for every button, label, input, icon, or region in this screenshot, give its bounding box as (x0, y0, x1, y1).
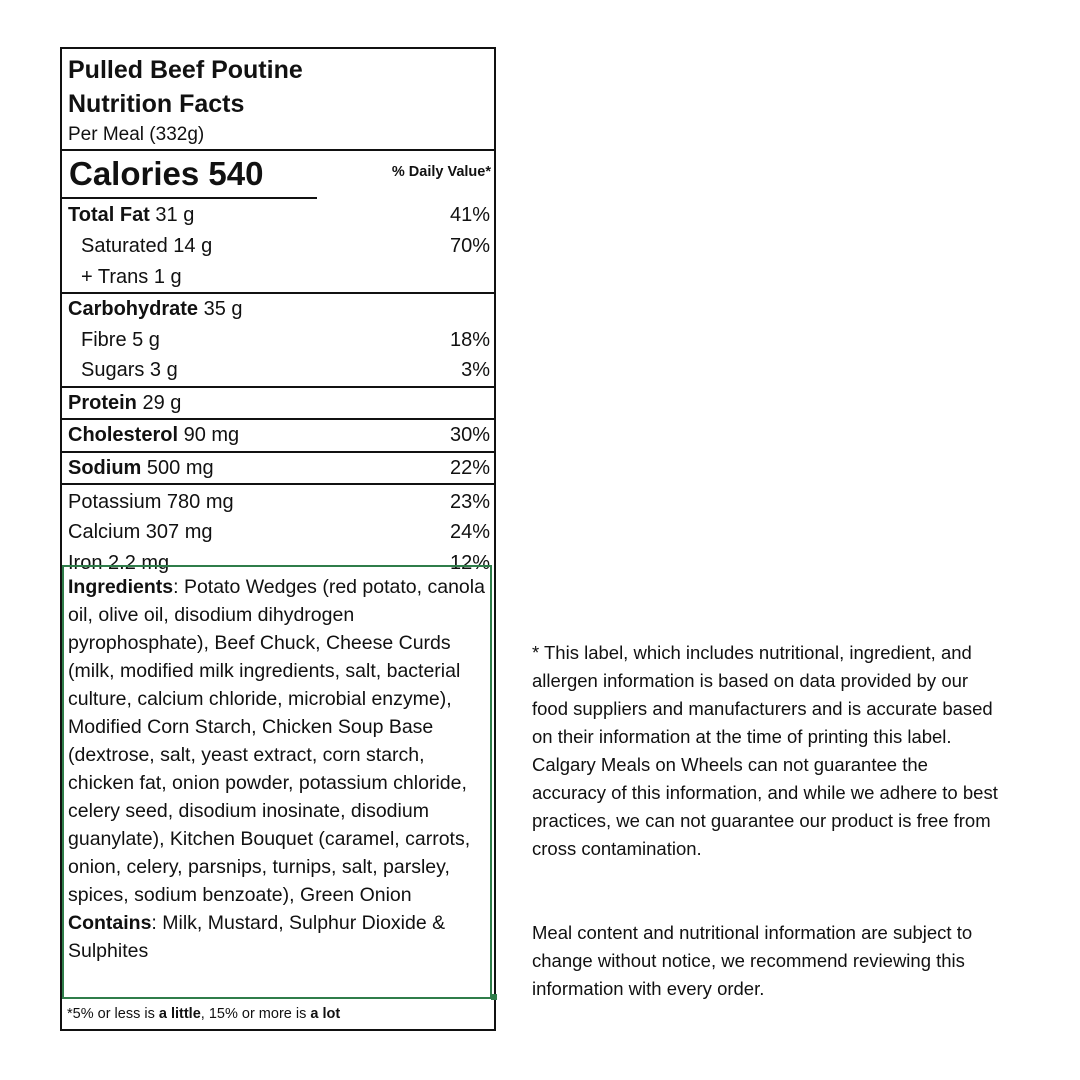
nutrient-row-calcium (62, 517, 494, 548)
serving-size: Per Meal (332g) (68, 124, 205, 145)
nutrient-percent: 30% (449, 424, 490, 446)
product-name: Pulled Beef Poutine (68, 56, 303, 84)
nutrient-name: Iron 2.2 mg (68, 551, 170, 574)
calories-row (62, 149, 494, 199)
nutrient-name: Total Fat (68, 204, 150, 226)
nutrient-row-fibre (62, 325, 494, 356)
footnote-bold-lot: a lot (310, 1006, 341, 1022)
nutrient-name: + Trans 1 g (81, 265, 182, 288)
nutrient-name: Saturated 14 g (81, 235, 213, 257)
nutrient-percent: 23% (449, 491, 490, 513)
nutrition-label (60, 47, 496, 1031)
nutrient-percent: 41% (449, 204, 490, 226)
disclaimer-paragraph: * This label, which includes nutritional, ingredient, and allergen information is based on data provided by our food suppliers and manufacturers and is accurate based on their information at the time of printing this label. Calgary Meals on Wheels can not guarantee the accuracy of this information, and while we adhere to best practices, we can not guarantee our product is free from cross contamination. (532, 642, 998, 859)
nutrient-name: Potassium 780 mg (68, 491, 234, 513)
nutrient-row-saturated (62, 231, 494, 262)
nutrition-heading: Nutrition Facts (68, 90, 245, 118)
ingredients-text: : Potato Wedges (red potato, canola oil, olive oil, disodium dihydrogen pyrophosphate), Beef Chuck, Cheese Curds (milk, modified milk ingredients, salt, bacterial culture, calcium chloride, microbial enzyme), Modified Corn Starch, Chicken Soup Base (dextrose, salt, yeast extract, corn starch, chicken fat, onion powder, potassium chloride, celery seed, disodium inosinate, disodium guanylate), Kitchen Bouquet (caramel, carrots, onion, celery, parsnips, turnips, salt, parsley, spices, sodium benzoate), Green Onion (68, 576, 485, 906)
nutrient-row-potassium (62, 483, 494, 517)
nutrient-row-sugars (62, 355, 494, 386)
daily-value-footnote (62, 999, 494, 1029)
ingredients-box (62, 565, 492, 999)
change-notice-paragraph: Meal content and nutritional information are subject to change without notice, we recommend reviewing this information with every order. (532, 922, 973, 999)
nutrient-percent: 12% (449, 551, 490, 574)
calories-label: Calories 540 (69, 155, 264, 192)
nutrient-name: Sodium (68, 456, 142, 479)
nutrient-amount: 31 g (149, 204, 195, 226)
nutrient-name: Cholesterol (68, 424, 179, 446)
footnote-text: *5% or less is (67, 1006, 159, 1022)
nutrient-row-carbohydrate (62, 292, 494, 325)
nutrient-amount: 90 mg (178, 424, 240, 446)
ingredients-label: Ingredients (68, 576, 174, 598)
nutrient-row-sodium (62, 451, 494, 484)
nutrient-row-total-fat (62, 199, 494, 231)
nutrient-name: Sugars 3 g (81, 359, 178, 381)
nutrient-row-trans (62, 262, 494, 293)
nutrient-name: Fibre 5 g (81, 328, 160, 351)
nutrient-percent: 3% (461, 359, 490, 381)
footnote-text-2: , 15% or more is (200, 1006, 311, 1022)
nutrient-name: Protein (68, 391, 137, 414)
daily-value-header: % Daily Value* (391, 164, 491, 180)
nutrient-percent: 24% (449, 521, 490, 543)
nutrient-amount: 35 g (198, 298, 243, 320)
footnote-bold-little: a little (158, 1006, 201, 1022)
nutrient-amount: 500 mg (141, 456, 214, 479)
nutrient-percent: 18% (449, 328, 490, 351)
nutrient-name: Carbohydrate (68, 298, 199, 320)
nutrient-percent: 22% (449, 456, 490, 479)
nutrient-percent: 70% (449, 235, 490, 257)
nutrient-row-protein (62, 386, 494, 419)
nutrient-name: Calcium 307 mg (68, 521, 213, 543)
contains-text: : Milk, Mustard, Sulphur Dioxide & Sulphites (68, 912, 446, 962)
contains-label: Contains (68, 912, 152, 934)
nutrient-row-cholesterol (62, 418, 494, 451)
nutrient-amount: 29 g (136, 391, 182, 414)
